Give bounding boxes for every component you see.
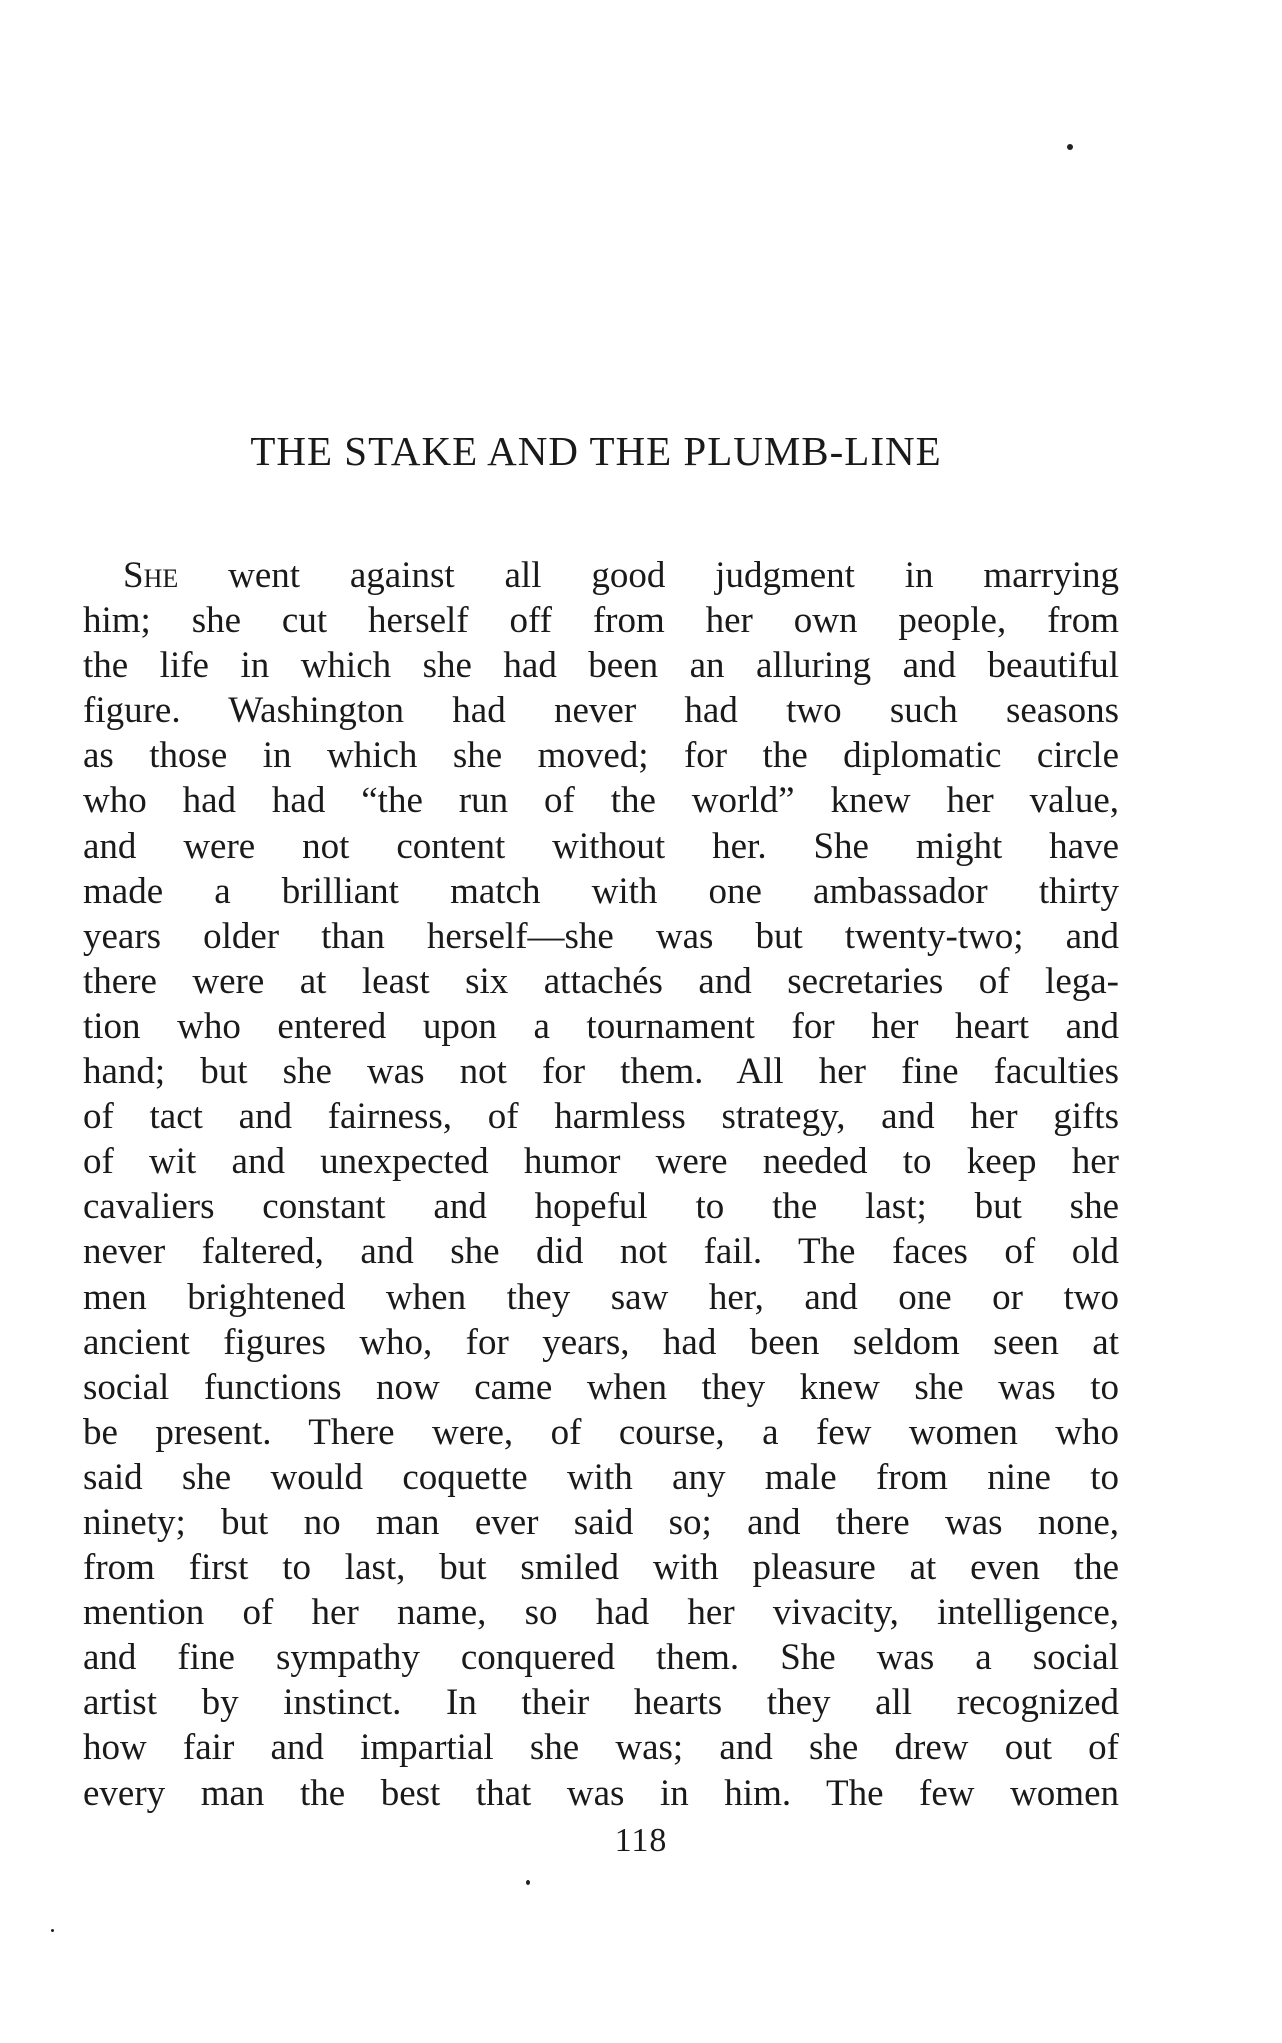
- text-line: said she would coquette with any male from nine to: [83, 1456, 1119, 1498]
- text-line: men brightened when they saw her, and one or two: [83, 1276, 1119, 1318]
- text-line: of tact and fairness, of harmless strategy, and her gifts: [83, 1096, 1119, 1138]
- text-line: as those in which she moved; for the diplomatic circle: [83, 735, 1119, 777]
- text-line: years older than herself—she was but twenty-two; and: [83, 915, 1119, 957]
- text-line: and fine sympathy conquered them. She was a social: [83, 1637, 1119, 1679]
- text-line: from first to last, but smiled with pleasure at even the: [83, 1547, 1119, 1589]
- text-line: be present. There were, of course, a few women who: [83, 1411, 1119, 1453]
- scan-speck: [51, 1929, 54, 1932]
- first-line-text: went against all good judgment in marrying: [228, 555, 1120, 596]
- text-line: never faltered, and she did not fail. The faces of old: [83, 1231, 1119, 1273]
- text-line-last: every man the best that was in him. The few women: [83, 1772, 1119, 1814]
- body-paragraph: [83, 553, 1119, 1816]
- text-line: how fair and impartial she was; and she drew out of: [83, 1727, 1119, 1769]
- text-line: him; she cut herself off from her own people, from: [83, 600, 1119, 642]
- text-line: cavaliers constant and hopeful to the last; but she: [83, 1186, 1119, 1228]
- text-line: hand; but she was not for them. All her fine faculties: [83, 1051, 1119, 1093]
- text-line: mention of her name, so had her vivacity, intelligence,: [83, 1592, 1119, 1634]
- text-line: figure. Washington had never had two such seasons: [83, 690, 1119, 732]
- text-line: who had had “the run of the world” knew her value,: [83, 780, 1119, 822]
- text-line: tion who entered upon a tournament for her heart and: [83, 1005, 1119, 1047]
- chapter-title: THE STAKE AND THE PLUMB-LINE: [250, 428, 942, 474]
- text-line: artist by instinct. In their hearts they all recognized: [83, 1682, 1119, 1724]
- text-line-first: [83, 553, 1119, 598]
- text-line: ancient figures who, for years, had been seldom seen at: [83, 1321, 1119, 1363]
- text-line: social functions now came when they knew she was to: [83, 1366, 1119, 1408]
- text-line: made a brilliant match with one ambassador thirty: [83, 870, 1119, 912]
- scan-speck: [526, 1880, 530, 1885]
- text-line: of wit and unexpected humor were needed to keep her: [83, 1141, 1119, 1183]
- text-line: ninety; but no man ever said so; and there was none,: [83, 1501, 1119, 1543]
- text-line: there were at least six attachés and secretaries of lega-: [83, 960, 1119, 1002]
- text-line: the life in which she had been an alluring and beautiful: [83, 645, 1119, 687]
- scan-speck: [1067, 144, 1073, 150]
- lead-word: She: [123, 555, 179, 596]
- page-number: 118: [614, 1822, 668, 1859]
- text-line: and were not content without her. She might have: [83, 825, 1119, 867]
